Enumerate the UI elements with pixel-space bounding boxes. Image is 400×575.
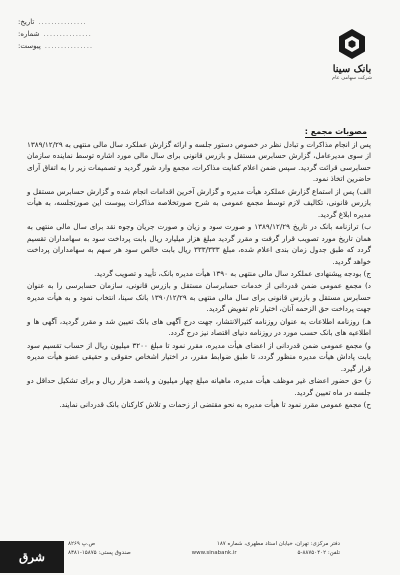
footer-address: دفتر مرکزی: تهران، خیابان استاد مطهری، شماره ۱۸۷ (216, 541, 340, 547)
date-label: تاریخ: (18, 18, 35, 26)
resolutions-body (27, 139, 371, 411)
date-dots: ............... (38, 18, 87, 26)
bank-name: بانک سینا (332, 64, 372, 75)
paragraph-dal: د) مجمع عمومی ضمن قدردانی از خدمات حسابرسان مستقل و بازرس قانونی، سازمان حسابرسی را به عنوان حسابرس مستقل و بازرس قانونی برای سال مالی منتهی به ۱۳۹۰/۱۲/۲۹ بانک سینا، انتخاب نمود و به هیأت مدیره جهت پرداخت حق الزحمه آنان، اختیار تام تفویض گردید. (27, 281, 371, 314)
paragraph-be: ب) ترازنامه بانک در تاریخ ۱۳۸۹/۱۲/۲۹ و صورت سود و زیان و صورت جریان وجوه نقد برای سال مالی منتهی به همان تاریخ مورد تصویب قرار گرفت و مقرر گردید مبلغ هزار میلیارد ریال بابت پرداخت سود به سهامداران تقسیم گردد که طبق جدول زمان بندی اعلام شده، مبلغ ۳۳۳/۳۳۳ ریال بابت خالص سود هر سهم به سهامداران پرداخت خواهد گردید. (27, 222, 372, 266)
paragraph-vav: و) مجمع عمومی ضمن قدردانی از اعضای هیأت مدیره، مقرر نمود تا مبلغ ۳۲۰۰ میلیون ریال از حساب تقسیم سود بابت پاداش هیأت مدیره منظور گردد، تا طبق ضوابط مقرر، در اختیار اشخاص حقوقی و حقیقی عضو هیأت مدیره قرار گیرد. (27, 340, 371, 373)
resolutions-title: مصوبات مجمع : (304, 127, 367, 136)
bank-subtitle: شرکت سهامی عام (332, 75, 372, 81)
paragraph-alef: الف) پس از استماع گزارش عملکرد هیأت مدیره و گزارش آخرین اقدامات انجام شده و گزارش حسابرس مستقل و بازرس قانونی، تکالیف لازم توسط مجمع عمومی به شرح صورتخلاصه مذاکرات پیوست این صورتجلسه، به هیأت مدیره ابلاغ گردید. (27, 186, 371, 219)
bank-logo (332, 28, 372, 81)
bank-emblem-icon (338, 28, 366, 60)
attachment-label: پیوست: (18, 42, 41, 50)
footer-website: www.sinabank.ir (191, 550, 237, 556)
number-dots: ............... (43, 30, 92, 38)
footer-phone: تلفن: ۸۸۷۵۰۴۰۲-۵ (297, 550, 340, 556)
paragraph-he: هـ) روزنامه اطلاعات به عنوان روزنامه کثیرالانتشار، جهت درج آگهی های بانک تعیین شد و مقرر گردید، آگهی ها و اطلاعیه های بانک حسب مورد در روزنامه دنیای اقتصاد نیز درج گردد. (27, 316, 371, 338)
paragraph-he-jim: ح) مجمع عمومی مقرر نمود تا هیأت مدیره به نحو مقتضی از زحمات و تلاش کارکنان بانک قدردانی نمایند. (59, 399, 371, 409)
paragraph-ze: ز) حق حضور اعضای غیر موظف هیأت مدیره، ماهیانه مبلغ چهار میلیون و پانصد هزار ریال و برای تشکیل حداقل دو جلسه در ماه تعیین گردید. (27, 376, 371, 397)
footer-postbox: صندوق پستی: ۱۵۸۷۵-۸۳۸۱ (68, 550, 131, 556)
paragraph-intro: پس از انجام مذاکرات و تبادل نظر در خصوص دستور جلسه و ارائه گزارش عملکرد سال مالی منتهی به ۱۳۸۹/۱۲/۲۹ از سوی مدیرعامل، گزارش حسابرس مستقل و بازرس قانونی برای سال مالی مورد اشاره توسط نماینده سازمان حسابرسی قرائت گردید. سپس ضمن اعلام کفایت مذاکرات، مجمع وارد شور گردید و تصمیمات زیر را به اتفاق آرای حاضرین اتخاذ نمود. (27, 140, 371, 184)
number-label: شماره: (18, 30, 40, 38)
attachment-dots: ............... (44, 42, 94, 50)
newspaper-stamp: شرق (0, 541, 64, 573)
letter-footer (68, 540, 340, 558)
header-meta (18, 16, 138, 52)
paragraph-jim: ج) بودجه پیشنهادی عملکرد سال مالی منتهی به ۱۳۹۰ هیأت مدیره بانک، تأیید و تصویب گردید. (94, 268, 371, 278)
footer-pob: ص.پ ۸۲۶۹ (68, 541, 96, 547)
